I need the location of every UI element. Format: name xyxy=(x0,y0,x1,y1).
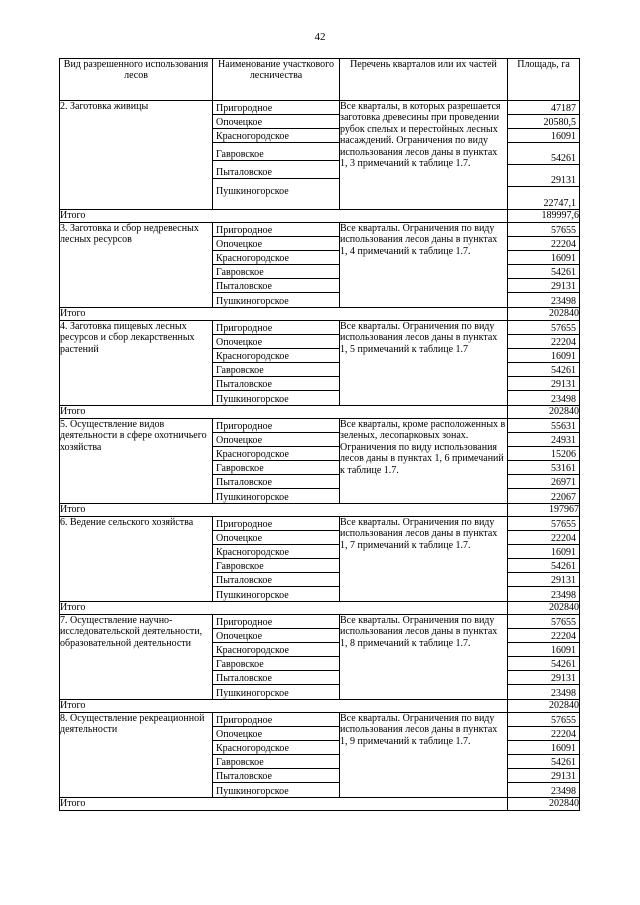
total-row xyxy=(60,504,580,517)
forestry-list-cell xyxy=(213,615,340,700)
area-list-cell xyxy=(508,321,580,406)
group-row xyxy=(60,223,580,308)
forestry-name: Красногородское xyxy=(213,643,339,657)
total-row xyxy=(60,602,580,615)
area-value-row xyxy=(508,545,579,559)
quarters-cell: Все кварталы. Ограничения по виду использования лесов даны в пунктах 1, 5 примечаний к таблице 1.7 xyxy=(340,321,508,406)
area-value: 53161 xyxy=(551,462,576,474)
area-value-row xyxy=(508,335,579,349)
page-number: 42 xyxy=(314,31,326,43)
area-value-row xyxy=(508,187,579,209)
area-value: 57655 xyxy=(551,714,576,726)
area-value-row xyxy=(508,101,579,115)
forestry-list-cell xyxy=(213,419,340,504)
forestry-list-cell xyxy=(213,101,340,210)
total-value: 202840 xyxy=(508,406,580,419)
area-value-row xyxy=(508,165,579,187)
area-value-row xyxy=(508,265,579,279)
header-use-type: Вид разрешенного использования лесов xyxy=(60,59,213,101)
total-value: 202840 xyxy=(508,308,580,321)
header-forestry: Наименование участкового лесничества xyxy=(213,59,340,101)
area-value: 22204 xyxy=(551,336,576,348)
forestry-name: Пыталовское xyxy=(213,377,339,391)
area-value-row xyxy=(508,531,579,545)
group-row xyxy=(60,419,580,504)
forestry-list-cell xyxy=(213,713,340,798)
area-value: 57655 xyxy=(551,322,576,334)
area-value-row xyxy=(508,461,579,475)
forestry-name: Опочецкое xyxy=(213,115,339,129)
area-value: 54261 xyxy=(551,152,576,164)
total-row xyxy=(60,210,580,223)
forestry-name: Пыталовское xyxy=(213,573,339,587)
area-value: 16091 xyxy=(551,742,576,754)
total-value: 202840 xyxy=(508,798,580,811)
area-value-row xyxy=(508,115,579,129)
forest-use-table xyxy=(59,58,580,811)
area-value-row xyxy=(508,237,579,251)
forestry-name: Пригородное xyxy=(213,223,339,237)
use-type-cell: 2. Заготовка живицы xyxy=(60,101,213,210)
forestry-name: Пушкиногорское xyxy=(216,785,289,797)
area-value: 22067 xyxy=(551,491,576,503)
forestry-name: Пригородное xyxy=(213,419,339,433)
table-body xyxy=(60,101,580,811)
area-list-cell xyxy=(508,713,580,798)
total-label: Итого xyxy=(60,210,508,223)
total-label: Итого xyxy=(60,308,508,321)
total-label: Итого xyxy=(60,602,508,615)
area-value: 57655 xyxy=(551,518,576,530)
forestry-name: Пыталовское xyxy=(213,475,339,489)
area-value-row xyxy=(508,657,579,671)
area-value: 16091 xyxy=(551,350,576,362)
area-value: 22204 xyxy=(551,532,576,544)
area-value: 29131 xyxy=(551,574,576,586)
area-value: 54261 xyxy=(551,266,576,278)
area-value: 22204 xyxy=(551,630,576,642)
area-value: 54261 xyxy=(551,658,576,670)
area-value: 16091 xyxy=(551,130,576,142)
quarters-cell: Все кварталы. Ограничения по виду использования лесов даны в пунктах 1, 9 примечаний к таблице 1.7. xyxy=(340,713,508,798)
forestry-name: Гавровское xyxy=(213,363,339,377)
forestry-name: Опочецкое xyxy=(213,629,339,643)
total-row xyxy=(60,700,580,713)
area-list-cell xyxy=(508,517,580,602)
area-value-row xyxy=(508,685,579,699)
quarters-cell: Все кварталы. Ограничения по виду использования лесов даны в пунктах 1, 8 примечаний к таблице 1.7. xyxy=(340,615,508,700)
total-label: Итого xyxy=(60,798,508,811)
total-row xyxy=(60,308,580,321)
area-value: 22204 xyxy=(551,238,576,250)
forestry-name: Опочецкое xyxy=(213,433,339,447)
area-value-row xyxy=(508,643,579,657)
area-value-row xyxy=(508,559,579,573)
area-value-row xyxy=(508,363,579,377)
area-value: 29131 xyxy=(551,672,576,684)
use-type-cell: 5. Осуществление видов деятельности в сфере охотничьего хозяйства xyxy=(60,419,213,504)
area-value: 15206 xyxy=(551,448,576,460)
area-value-row xyxy=(508,755,579,769)
forestry-name: Гавровское xyxy=(213,559,339,573)
total-label: Итого xyxy=(60,406,508,419)
forestry-name: Пушкиногорское xyxy=(216,687,289,699)
area-value-row xyxy=(508,251,579,265)
total-label: Итого xyxy=(60,700,508,713)
forestry-name: Пригородное xyxy=(213,101,339,115)
quarters-cell: Все кварталы, в которых разрешается заготовка древесины при проведении рубок спелых и перестойных лесных насаждений. Ограничения по виду использования лесов даны в пунктах 1, 3 примечаний к таблице 1.7. xyxy=(340,101,508,210)
area-value-row xyxy=(508,349,579,363)
forestry-name: Опочецкое xyxy=(213,335,339,349)
area-value: 57655 xyxy=(551,224,576,236)
area-value-row xyxy=(508,769,579,783)
quarters-cell: Все кварталы. Ограничения по виду использования лесов даны в пунктах 1, 4 примечаний к таблице 1.7. xyxy=(340,223,508,308)
area-list-cell xyxy=(508,101,580,210)
group-row xyxy=(60,321,580,406)
forestry-name: Пыталовское xyxy=(213,769,339,783)
area-value-row xyxy=(508,129,579,143)
area-value: 47187 xyxy=(551,102,576,114)
group-row xyxy=(60,615,580,700)
area-value: 22747,1 xyxy=(543,197,576,209)
forestry-name: Пушкиногорское xyxy=(216,393,289,405)
total-value: 189997,6 xyxy=(508,210,580,223)
forestry-list-cell xyxy=(213,223,340,308)
forestry-name: Пыталовское xyxy=(213,279,339,293)
area-value-row xyxy=(508,489,579,503)
total-value: 202840 xyxy=(508,700,580,713)
forestry-name: Пыталовское xyxy=(213,161,339,179)
area-value: 20580,5 xyxy=(543,116,576,128)
forestry-name: Гавровское xyxy=(213,755,339,769)
area-value-row xyxy=(508,615,579,629)
group-row xyxy=(60,517,580,602)
forestry-name: Опочецкое xyxy=(213,531,339,545)
area-value: 24931 xyxy=(551,434,576,446)
area-value-row xyxy=(508,517,579,531)
forestry-name: Пушкиногорское xyxy=(216,589,289,601)
use-type-cell: 7. Осуществление научно-исследовательской деятельности, образовательной деятельности xyxy=(60,615,213,700)
area-value-row xyxy=(508,433,579,447)
area-value-row xyxy=(508,713,579,727)
area-list-cell xyxy=(508,615,580,700)
area-value: 26971 xyxy=(551,476,576,488)
forestry-name: Пушкиногорское xyxy=(216,491,289,503)
total-value: 197967 xyxy=(508,504,580,517)
forestry-name: Гавровское xyxy=(213,461,339,475)
area-value: 23498 xyxy=(551,295,576,307)
forestry-name: Пригородное xyxy=(213,615,339,629)
area-value-row xyxy=(508,321,579,335)
area-value: 29131 xyxy=(551,280,576,292)
forestry-name: Пригородное xyxy=(213,321,339,335)
area-list-cell xyxy=(508,223,580,308)
use-type-cell: 8. Осуществление рекреационной деятельности xyxy=(60,713,213,798)
forestry-name: Пригородное xyxy=(213,517,339,531)
area-value: 23498 xyxy=(551,687,576,699)
area-value: 16091 xyxy=(551,546,576,558)
area-value-row xyxy=(508,279,579,293)
forestry-name: Красногородское xyxy=(213,349,339,363)
area-value-row xyxy=(508,671,579,685)
quarters-cell: Все кварталы. Ограничения по виду использования лесов даны в пунктах 1, 7 примечаний к таблице 1.7. xyxy=(340,517,508,602)
total-row xyxy=(60,406,580,419)
area-value-row xyxy=(508,727,579,741)
area-value: 16091 xyxy=(551,644,576,656)
area-value: 29131 xyxy=(551,378,576,390)
forestry-list-cell xyxy=(213,517,340,602)
group-row xyxy=(60,101,580,210)
header-quarters: Перечень кварталов или их частей xyxy=(340,59,508,101)
header-area: Площадь, га xyxy=(508,59,580,101)
area-value: 57655 xyxy=(551,616,576,628)
area-value: 23498 xyxy=(551,393,576,405)
forestry-name: Пушкиногорское xyxy=(216,185,289,197)
total-value: 202840 xyxy=(508,602,580,615)
forestry-name: Красногородское xyxy=(213,741,339,755)
area-value-row xyxy=(508,587,579,601)
group-row xyxy=(60,713,580,798)
forestry-name: Пыталовское xyxy=(213,671,339,685)
forestry-name: Гавровское xyxy=(213,657,339,671)
forestry-name: Пушкиногорское xyxy=(216,295,289,307)
area-value: 16091 xyxy=(551,252,576,264)
area-value: 55631 xyxy=(551,420,576,432)
area-value-row xyxy=(508,391,579,405)
area-value: 22204 xyxy=(551,728,576,740)
forestry-name: Гавровское xyxy=(213,265,339,279)
area-value-row xyxy=(508,293,579,307)
forestry-name: Пригородное xyxy=(213,713,339,727)
area-value: 54261 xyxy=(551,756,576,768)
forestry-name: Гавровское xyxy=(213,143,339,161)
area-value-row xyxy=(508,783,579,797)
area-value-row xyxy=(508,629,579,643)
area-value-row xyxy=(508,447,579,461)
area-value-row xyxy=(508,419,579,433)
forestry-name: Красногородское xyxy=(213,447,339,461)
forestry-name: Красногородское xyxy=(213,129,339,143)
area-value-row xyxy=(508,741,579,755)
use-type-cell: 3. Заготовка и сбор недревесных лесных ресурсов xyxy=(60,223,213,308)
use-type-cell: 4. Заготовка пищевых лесных ресурсов и сбор лекарственных растений xyxy=(60,321,213,406)
forestry-list-cell xyxy=(213,321,340,406)
area-value: 29131 xyxy=(551,770,576,782)
forestry-name: Красногородское xyxy=(213,251,339,265)
area-value: 54261 xyxy=(551,364,576,376)
total-row xyxy=(60,798,580,811)
area-value-row xyxy=(508,377,579,391)
total-label: Итого xyxy=(60,504,508,517)
use-type-cell: 6. Ведение сельского хозяйства xyxy=(60,517,213,602)
forestry-name: Опочецкое xyxy=(213,727,339,741)
area-value: 29131 xyxy=(551,174,576,186)
area-value: 23498 xyxy=(551,785,576,797)
area-value-row xyxy=(508,223,579,237)
area-value-row xyxy=(508,573,579,587)
area-list-cell xyxy=(508,419,580,504)
forestry-name: Опочецкое xyxy=(213,237,339,251)
quarters-cell: Все кварталы, кроме расположенных в зеленых, лесопарковых зонах. Ограничения по виду использования лесов даны в пунктах 1, 6 примечаний к таблице 1.7. xyxy=(340,419,508,504)
area-value-row xyxy=(508,143,579,165)
forestry-name: Красногородское xyxy=(213,545,339,559)
area-value: 54261 xyxy=(551,560,576,572)
area-value: 23498 xyxy=(551,589,576,601)
area-value-row xyxy=(508,475,579,489)
